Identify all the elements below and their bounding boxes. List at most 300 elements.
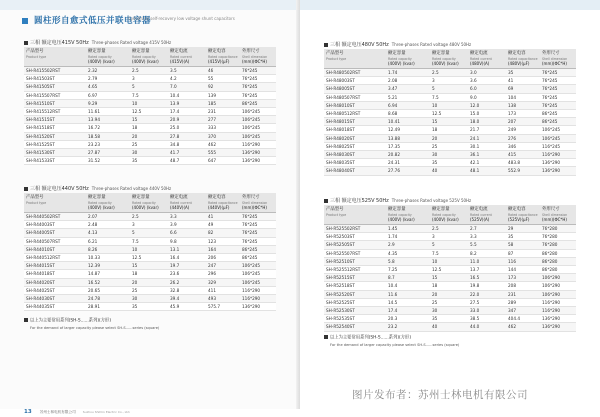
cell-capacity-2: 10 (430, 101, 468, 109)
table-row (324, 93, 576, 101)
note-cn: 以上为主要常用系列(SH-S......系列)(方形) (30, 318, 111, 324)
cell-dimension: 76*245 (540, 101, 576, 109)
cell-capacitance: 206 (206, 254, 240, 262)
section-title-en: Three-phases Rated voltage 480V 50Hz (391, 42, 472, 47)
table-row (24, 303, 276, 311)
cell-capacitance: 123 (206, 237, 240, 245)
table-row (324, 85, 576, 93)
cell-capacity-2: 40 (430, 167, 468, 175)
cell-dimension: 136*290 (240, 149, 276, 157)
table-row (324, 142, 576, 150)
section-525v (324, 196, 576, 332)
section-heading (324, 40, 576, 49)
cell-model: SH-R44005ST (24, 229, 86, 237)
right-page (300, 0, 600, 409)
cell-dimension: 136*290 (540, 159, 576, 167)
cell-capacity: 7.25 (386, 266, 430, 274)
cell-capacitance: 208 (506, 282, 540, 290)
cell-dimension: 76*245 (240, 67, 276, 75)
cell-capacitance: 249 (506, 126, 540, 134)
cell-current: 5.5 (468, 241, 506, 249)
cell-capacitance: 46 (206, 67, 240, 75)
cell-capacitance: 277 (206, 116, 240, 124)
cell-capacity-2: 3 (130, 221, 168, 229)
cell-dimension: 116*290 (240, 140, 276, 148)
spec-table (324, 49, 576, 176)
cell-current: 7.0 (168, 83, 206, 91)
cell-capacity: 2.48 (86, 221, 130, 229)
cell-capacity-2: 2.5 (430, 225, 468, 233)
header-current: 额定电流 Rated current (480V)(A) (468, 49, 506, 69)
table-row (324, 249, 576, 257)
cell-dimension: 116*290 (240, 295, 276, 303)
cell-model: SH-R44015ST (24, 262, 86, 270)
cell-capacity-2: 7.5 (130, 237, 168, 245)
cell-model: SH-R525502RST (324, 225, 386, 233)
cell-capacitance: 329 (206, 278, 240, 286)
cell-capacity-2: 2.5 (130, 67, 168, 75)
spec-table (324, 205, 576, 332)
series-note (324, 335, 459, 348)
page-title-cn: 圆柱形自愈式低压并联电容器 (34, 16, 152, 26)
cell-capacitance: 552.9 (506, 167, 540, 175)
cell-capacity-2: 7.5 (430, 249, 468, 257)
cell-current: 13.7 (468, 266, 506, 274)
section-title-cn: 三相 额定电压480V (330, 42, 375, 48)
series-note (24, 318, 159, 331)
cell-model: SH-R440507RST (24, 237, 86, 245)
cell-capacitance: 483.8 (506, 159, 540, 167)
cell-capacity: 6.21 (86, 237, 130, 245)
cell-capacity: 1.45 (386, 225, 430, 233)
cell-capacity-2: 3 (130, 75, 168, 83)
cell-capacitance: 231 (506, 290, 540, 298)
section-title-cn: 三相 额定电压440V (30, 186, 75, 192)
cell-current: 13.1 (168, 245, 206, 253)
cell-capacity: 11.61 (86, 108, 130, 116)
header-capacity: 额定容量 Rated capacity (400V) (kvar) (386, 49, 430, 69)
right-top-band (300, 0, 600, 10)
cell-capacity-2: 12.5 (130, 108, 168, 116)
cell-dimension: 136*290 (540, 167, 576, 175)
cell-current: 12.0 (468, 101, 506, 109)
left-page (0, 0, 300, 415)
square-bullet-icon (324, 199, 328, 203)
cell-model: SH-R440512RST (24, 254, 86, 262)
cell-capacity: 24.78 (86, 295, 130, 303)
cell-dimension: 86*280 (540, 257, 576, 265)
cell-capacity: 12.39 (86, 262, 130, 270)
cell-capacitance: 370 (206, 132, 240, 140)
cell-capacity: 20.82 (386, 151, 430, 159)
cell-capacity-2: 25 (130, 286, 168, 294)
cell-dimension: 76*280 (540, 233, 576, 241)
cell-capacity-2: 10 (430, 257, 468, 265)
cell-capacity: 4.35 (386, 249, 430, 257)
cell-capacity-2: 30 (430, 307, 468, 315)
cell-capacity-2: 30 (130, 295, 168, 303)
cell-dimension: 76*245 (540, 85, 576, 93)
cell-current: 20.9 (168, 116, 206, 124)
cell-dimension: 76*245 (240, 75, 276, 83)
cell-capacitance: 276 (506, 134, 540, 142)
cell-capacity: 17.35 (386, 142, 430, 150)
cell-capacity: 12.49 (386, 126, 430, 134)
cell-model: SH-R41510ST (24, 99, 86, 107)
cell-current: 38.5 (468, 315, 506, 323)
cell-current: 9.0 (468, 93, 506, 101)
cell-capacity: 11.6 (386, 290, 430, 298)
cell-capacity: 20.65 (86, 286, 130, 294)
spec-table (24, 193, 276, 311)
cell-dimension: 76*280 (540, 241, 576, 249)
cell-current: 6.6 (168, 229, 206, 237)
table-row (324, 241, 576, 249)
page-title (0, 14, 300, 28)
cell-capacitance: 173 (506, 274, 540, 282)
cell-model: SH-R52505ST (324, 241, 386, 249)
header-capacitance: 额定电容 Rated capacitance (415V)(μF) (206, 47, 240, 67)
cell-capacitance: 231 (206, 108, 240, 116)
cell-current: 21.7 (468, 126, 506, 134)
table-row (24, 245, 276, 253)
cell-capacity-2: 10 (130, 99, 168, 107)
cell-capacitance: 35 (506, 69, 540, 77)
cell-capacitance: 49 (206, 221, 240, 229)
cell-capacity: 3.47 (386, 85, 430, 93)
cell-capacity-2: 18 (430, 126, 468, 134)
cell-capacitance: 493 (206, 295, 240, 303)
left-top-band (0, 0, 300, 10)
cell-model: SH-R44010ST (24, 245, 86, 253)
cell-dimension: 136*290 (240, 157, 276, 165)
square-bullet-icon (24, 41, 28, 45)
table-row (24, 132, 276, 140)
cell-model: SH-R41525ST (24, 140, 86, 148)
cell-capacitance: 575.7 (206, 303, 240, 311)
cell-dimension: 106*290 (540, 290, 576, 298)
cell-model: SH-R525507RST (324, 249, 386, 257)
section-freq: 50Hz (76, 40, 89, 46)
cell-current: 33.0 (468, 307, 506, 315)
cell-dimension: 86*245 (540, 118, 576, 126)
header-capacitance: 额定电容 Rated capacitance (525V)(μF) (506, 205, 540, 225)
table-row (324, 307, 576, 315)
cell-model: SH-R415502RST (24, 67, 86, 75)
header-model: 产品型号 Product type (24, 47, 86, 67)
cell-capacity: 8.26 (86, 245, 130, 253)
cell-capacity-2: 35 (430, 315, 468, 323)
cell-current: 3.5 (168, 67, 206, 75)
cell-capacity-2: 15 (430, 118, 468, 126)
cell-capacity-2: 5 (130, 229, 168, 237)
table-row (24, 270, 276, 278)
cell-capacitance: 415 (506, 151, 540, 159)
cell-dimension: 116*245 (540, 142, 576, 150)
table-row (324, 315, 576, 323)
table-row (324, 282, 576, 290)
cell-dimension: 106*245 (240, 270, 276, 278)
cell-dimension: 76*245 (240, 221, 276, 229)
cell-capacity: 10.33 (86, 254, 130, 262)
cell-model: SH-R480507RST (324, 93, 386, 101)
cell-capacity: 5.8 (386, 257, 430, 265)
table-row (24, 116, 276, 124)
square-bullet-icon (324, 335, 328, 339)
cell-dimension: 106*245 (240, 262, 276, 270)
cell-capacitance: 333 (206, 124, 240, 132)
header-capacity: 额定容量 Rated capacity (400V) (kvar) (86, 47, 130, 67)
cell-model: SH-R52530ST (324, 307, 386, 315)
cell-current: 18.0 (468, 118, 506, 126)
cell-dimension: 106*245 (240, 124, 276, 132)
cell-capacity-2: 12.5 (430, 110, 468, 118)
cell-model: SH-R44030ST (24, 295, 86, 303)
cell-dimension: 116*290 (540, 307, 576, 315)
cell-dimension: 76*280 (540, 225, 576, 233)
cell-capacity-2: 30 (130, 149, 168, 157)
cell-capacity-2: 3 (430, 77, 468, 85)
cell-capacity: 2.9 (386, 241, 430, 249)
cell-dimension: 86*245 (240, 254, 276, 262)
cell-capacitance: 92 (206, 83, 240, 91)
note-cn: 以上为主要常用系列(SH-S......系列)(方形) (330, 335, 411, 341)
cell-model: SH-R52540ST (324, 323, 386, 331)
cell-current: 39.4 (168, 295, 206, 303)
cell-capacitance: 346 (506, 142, 540, 150)
cell-model: SH-R41505ST (24, 83, 86, 91)
cell-capacity: 23.23 (86, 140, 130, 148)
cell-capacity: 1.74 (386, 233, 430, 241)
cell-current: 3.3 (468, 233, 506, 241)
cell-current: 3.6 (468, 77, 506, 85)
cell-current: 41.7 (168, 149, 206, 157)
cell-capacity-2: 3 (430, 233, 468, 241)
cell-capacity: 6.94 (386, 101, 430, 109)
square-bullet-icon (24, 187, 28, 191)
cell-current: 27.5 (468, 298, 506, 306)
header-model: 产品型号 Product type (324, 49, 386, 69)
cell-dimension: 116*290 (240, 286, 276, 294)
section-freq: 50Hz (376, 198, 389, 204)
cell-current: 11.0 (468, 257, 506, 265)
cell-current: 2.7 (468, 225, 506, 233)
table-row (24, 262, 276, 270)
cell-capacity-2: 25 (430, 298, 468, 306)
cell-model: SH-R44003ST (24, 221, 86, 229)
publisher-watermark: 图片发布者：苏州士林电机有限公司 (352, 389, 528, 401)
cell-current: 19.7 (168, 262, 206, 270)
cell-current: 3.0 (468, 69, 506, 77)
cell-model: SH-R48003ST (324, 77, 386, 85)
cell-capacity: 13.94 (86, 116, 130, 124)
cell-capacity: 28.91 (86, 303, 130, 311)
cell-dimension: 76*245 (540, 69, 576, 77)
table-row (24, 286, 276, 294)
cell-capacitance: 58 (506, 241, 540, 249)
cell-dimension: 86*245 (540, 110, 576, 118)
header-dimension: 外形尺寸 Shell dimension (mm)(ΦC*H) (540, 205, 576, 225)
cell-capacitance: 116 (506, 257, 540, 265)
cell-capacity-2: 40 (430, 323, 468, 331)
cell-current: 48.1 (468, 167, 506, 175)
cell-capacitance: 296 (206, 270, 240, 278)
cell-capacitance: 173 (506, 110, 540, 118)
spec-table (24, 47, 276, 165)
section-title-en: Three-phases Rated voltage 415V 50Hz (91, 40, 172, 45)
cell-capacity-2: 5 (430, 241, 468, 249)
table-row (324, 159, 576, 167)
square-bullet-icon (24, 318, 28, 322)
cell-model: SH-R44020ST (24, 278, 86, 286)
cell-current: 24.1 (468, 134, 506, 142)
cell-model: SH-R41530ST (24, 149, 86, 157)
cell-model: SH-R41503ST (24, 75, 86, 83)
table-row (324, 77, 576, 85)
cell-capacity: 5.21 (386, 93, 430, 101)
cell-capacitance: 139 (206, 91, 240, 99)
cell-capacity: 18.58 (86, 132, 130, 140)
cell-capacity-2: 20 (130, 278, 168, 286)
table-row (324, 69, 576, 77)
cell-dimension: 86*280 (540, 266, 576, 274)
header-dimension: 外形尺寸 Shell dimension (mm)(ΦC*H) (240, 47, 276, 67)
cell-current: 9.8 (168, 237, 206, 245)
cell-capacity-2: 35 (130, 303, 168, 311)
cell-dimension: 76*245 (540, 93, 576, 101)
cell-model: SH-R52515ST (324, 274, 386, 282)
cell-capacitance: 69 (506, 85, 540, 93)
cell-dimension: 86*280 (540, 249, 576, 257)
header-capacitance: 额定电容 Rated capacitance (480V)(μF) (506, 49, 540, 69)
header-dimension: 外形尺寸 Shell dimension (mm)(ΦC*H) (240, 193, 276, 213)
cell-model: SH-R48040ST (324, 167, 386, 175)
cell-current: 25.0 (168, 124, 206, 132)
cell-capacity-2: 12.5 (130, 254, 168, 262)
cell-current: 17.4 (168, 108, 206, 116)
cell-capacity: 1.74 (386, 69, 430, 77)
cell-capacity: 14.87 (86, 270, 130, 278)
cell-current: 27.8 (168, 132, 206, 140)
note-en: For the demand of larger capacity please select SH-S......series (square) (330, 342, 460, 347)
cell-model: SH-R48020ST (324, 134, 386, 142)
cell-capacitance: 41 (506, 77, 540, 85)
cell-current: 8.2 (468, 249, 506, 257)
table-row (24, 157, 276, 165)
cell-capacity-2: 20 (430, 134, 468, 142)
cell-capacity-2: 18 (130, 270, 168, 278)
cell-dimension: 106*245 (240, 132, 276, 140)
cell-dimension: 136*290 (240, 303, 276, 311)
cell-capacitance: 87 (506, 249, 540, 257)
section-480v (324, 40, 576, 176)
cell-capacity-2: 5 (130, 83, 168, 91)
section-440v (24, 184, 276, 311)
page-number: 13 (24, 409, 32, 415)
cell-capacity-2: 2.5 (130, 213, 168, 221)
cell-capacitance: 29 (506, 225, 540, 233)
cell-dimension: 136*290 (540, 323, 576, 331)
cell-current: 6.0 (468, 85, 506, 93)
cell-capacitance: 347 (506, 307, 540, 315)
cell-capacity: 20.3 (386, 315, 430, 323)
cell-current: 10.4 (168, 91, 206, 99)
header-capacity: 额定容量 Rated capacity (400V) (kvar) (386, 205, 430, 225)
cell-current: 42.1 (468, 159, 506, 167)
cell-capacity: 8.68 (386, 110, 430, 118)
cell-model: SH-R48035ST (324, 159, 386, 167)
table-row (24, 229, 276, 237)
header-capacity-2: 额定容量 Rated capacity (400V) (kvar) (130, 193, 168, 213)
page-title-en: Cylindrical self-recovery low voltage shunt capacitors (128, 16, 235, 21)
table-row (324, 110, 576, 118)
section-heading (324, 196, 576, 205)
title-marker-icon (22, 18, 28, 24)
cell-dimension: 76*245 (240, 229, 276, 237)
table-row (324, 274, 576, 282)
cell-capacity: 27.87 (86, 149, 130, 157)
cell-model: SH-R44025ST (24, 286, 86, 294)
cell-current: 15.0 (468, 110, 506, 118)
cell-capacity: 4.13 (86, 229, 130, 237)
cell-capacity-2: 12.5 (430, 266, 468, 274)
section-freq: 50Hz (76, 186, 89, 192)
header-capacity: 额定容量 Rated capacity (400V) (kvar) (86, 193, 130, 213)
cell-model: SH-R52518ST (324, 282, 386, 290)
table-row (324, 298, 576, 306)
cell-current: 44.0 (468, 323, 506, 331)
table-row (324, 134, 576, 142)
cell-capacity-2: 15 (130, 116, 168, 124)
cell-capacity: 27.76 (386, 167, 430, 175)
cell-dimension: 76*245 (240, 83, 276, 91)
cell-dimension: 76*245 (240, 213, 276, 221)
cell-dimension: 106*245 (540, 134, 576, 142)
section-title-en: Three-phases Rated voltage 525V 50Hz (391, 198, 472, 203)
cell-dimension: 136*290 (540, 315, 576, 323)
cell-capacity: 31.52 (86, 157, 130, 165)
cell-capacity: 4.65 (86, 83, 130, 91)
cell-model: SH-R440502RST (24, 213, 86, 221)
table-row (24, 67, 276, 75)
cell-capacitance: 82 (206, 229, 240, 237)
cell-model: SH-R41533ST (24, 157, 86, 165)
cell-capacity: 10.41 (386, 118, 430, 126)
cell-model: SH-R48005ST (324, 85, 386, 93)
cell-dimension: 76*245 (240, 237, 276, 245)
table-row (324, 225, 576, 233)
cell-model: SH-R48015ST (324, 118, 386, 126)
cell-model: SH-R41520ST (24, 132, 86, 140)
cell-capacity-2: 10 (130, 245, 168, 253)
cell-current: 16.5 (468, 274, 506, 282)
cell-current: 3.3 (168, 213, 206, 221)
cell-capacity: 2.79 (86, 75, 130, 83)
section-title-en: Three-phases Rated voltage 440V 50Hz (91, 186, 172, 191)
table-row (324, 118, 576, 126)
cell-dimension: 106*245 (240, 278, 276, 286)
cell-current: 22.0 (468, 290, 506, 298)
cell-capacity-2: 7.5 (430, 93, 468, 101)
cell-model: SH-R480502RST (324, 69, 386, 77)
table-row (24, 254, 276, 262)
cell-capacitance: 247 (206, 262, 240, 270)
cell-capacity-2: 20 (130, 132, 168, 140)
table-row (24, 124, 276, 132)
cell-current: 45.9 (168, 303, 206, 311)
cell-capacitance: 462 (506, 323, 540, 331)
cell-current: 32.8 (168, 286, 206, 294)
